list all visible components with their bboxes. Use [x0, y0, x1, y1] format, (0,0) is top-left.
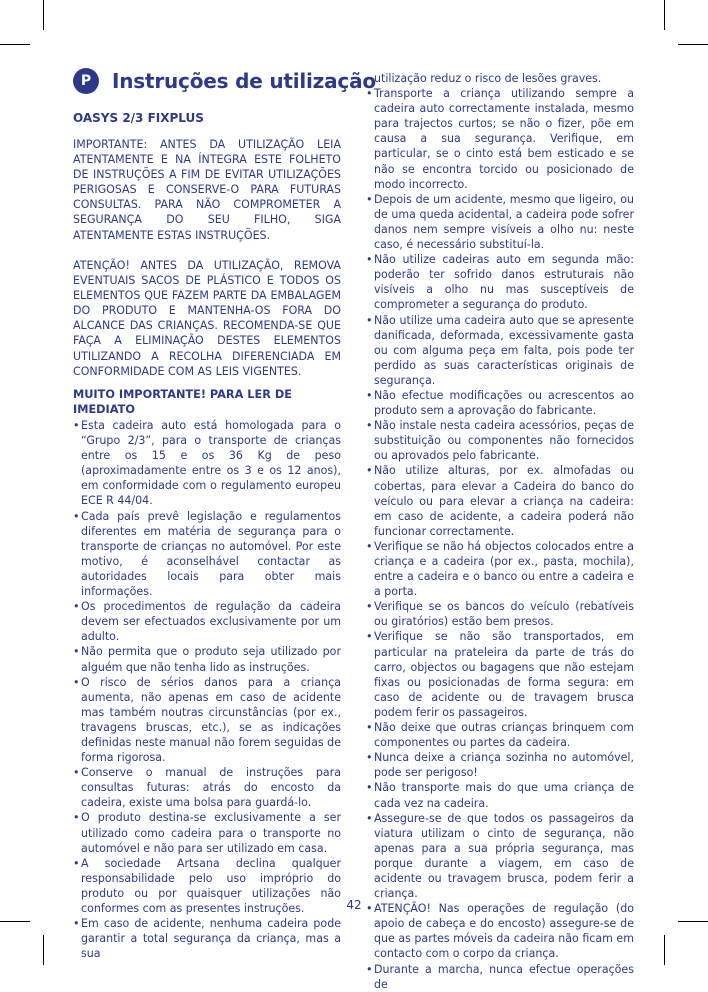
crop-mark: [678, 921, 708, 922]
crop-mark: [664, 935, 665, 965]
list-item: • Verifique se não há objectos colocados entre a criança e a cadeira (por ex., pasta, mochila), entre a cadeira e o banco ou entre a cadeira e a porta.: [366, 539, 634, 599]
list-item: • Cada país prevê legislação e regulamentos diferentes em matéria de segurança para o transporte de crianças no automóvel. Por este motivo, é aconselhável contactar as autoridades locais para obter mais informações.: [73, 509, 341, 600]
list-item: • Depois de um acidente, mesmo que ligeiro, ou de uma queda acidental, a cadeira pode sofrer danos nem sempre visíveis a olho nu: neste caso, é necessário substituí-la.: [366, 192, 634, 252]
list-item: • O risco de sérios danos para a criança aumenta, não apenas em caso de acidente mas também noutras circunstâncias (por ex., travagens bruscas, etc.), se as indicações definidas neste manual não forem seguidas de forma rigorosa.: [73, 675, 341, 766]
list-item: • Nunca deixe a criança sozinha no automóvel, pode ser perigoso!: [366, 750, 634, 780]
model-name: OASYS 2/3 FIXPLUS: [73, 111, 204, 125]
list-item: • Assegure-se de que todos os passageiros da viatura utilizam o cinto de segurança, não apenas para a sua própria segurança, mas porque durante a viagem, em caso de acidente ou travagem brusca, podem ferir a criança.: [366, 811, 634, 902]
list-item: • A sociedade Artsana declina qualquer responsabilidade pelo uso impróprio do produto ou por quaisquer utilizações não conformes com as presentes instruções.: [73, 856, 341, 916]
crop-mark: [0, 44, 30, 45]
section-header: [73, 66, 376, 96]
list-item: • Verifique se não são transportados, em particular na prateleira da parte de trás do carro, objectos ou bagagens que não estejam fixas ou posicionadas de forma segura: em caso de acidente ou de travagem brusca podem ferir os passageiros.: [366, 629, 634, 720]
list-item: • Transporte a criança utilizando sempre a cadeira auto correctamente instalada, mesmo para trajectos curtos; se não o fizer, põe em causa a sua segurança. Verifique, em particular, se o cinto está bem esticado e se não se encontra torcido ou posicionado de modo incorrecto.: [366, 86, 634, 192]
list-item: • Verifique se os bancos do veículo (rebatíveis ou giratórios) estão bem presos.: [366, 599, 634, 629]
list-item: • Durante a marcha, nunca efectue operações de: [366, 962, 634, 992]
list-item: • Não transporte mais do que uma criança de cada vez na cadeira.: [366, 780, 634, 810]
right-bullet-list: [366, 86, 634, 992]
important-paragraph: IMPORTANTE: ANTES DA UTILIZAÇÃO LEIA ATENTAMENTE E NA ÍNTEGRA ESTE FOLHETO DE INSTRUÇÕES A FIM DE EVITAR UTILIZAÇÕES PERIGOSAS E CONSERVE-O PARA FUTURAS CONSULTAS. PARA NÃO COMPROMETER A SEGURANÇA DO SEU FILHO, SIGA ATENTAMENTE ESTAS INSTRUÇÕES.: [73, 138, 341, 242]
crop-mark: [43, 0, 44, 30]
warning-paragraph: ATENÇÃO! ANTES DA UTILIZAÇÃO, REMOVA EVENTUAIS SACOS DE PLÁSTICO E TODOS OS ELEMENTOS QUE FAZEM PARTE DA EMBALAGEM DO PRODUTO E MANTENHA-OS FORA DO ALCANCE DAS CRIANÇAS. RECOMENDA-SE QUE FAÇA A ELIMINAÇÃO DESTES ELEMENTOS UTILIZANDO A RECOLHA DIFERENCIADA EM CONFORMIDADE COM AS LEIS VIGENTES.: [73, 259, 341, 378]
list-item: • Conserve o manual de instruções para consultas futuras: atrás do encosto da cadeira, existe uma bolsa para guardá-lo.: [73, 765, 341, 810]
subheading: MUITO IMPORTANTE! PARA LER DE IMEDIATO: [73, 388, 292, 417]
list-item: • ATENÇÃO! Nas operações de regulação (do apoio de cabeça e do encosto) assegure-se de que as partes móveis da cadeira não ficam em contacto com o corpo da criança.: [366, 901, 634, 961]
list-item: • Não deixe que outras crianças brinquem com componentes ou partes da cadeira.: [366, 720, 634, 750]
crop-mark: [664, 0, 665, 30]
list-item: • Não efectue modificações ou acrescentos ao produto sem a aprovação do fabricante.: [366, 388, 634, 418]
left-column: [73, 418, 341, 961]
list-item: • Esta cadeira auto está homologada para o “Grupo 2/3”, para o transporte de crianças entre os 15 e os 36 Kg de peso (aproximadamente entre os 3 e os 12 anos), em conformidade com o regulamento europeu ECE R 44/04.: [73, 418, 341, 509]
left-bullet-list: [73, 418, 341, 961]
right-column: [366, 71, 634, 992]
page-number: 42: [346, 898, 362, 912]
list-item: • Em caso de acidente, nenhuma cadeira pode garantir a total segurança da criança, mas a sua: [73, 916, 341, 961]
crop-mark: [678, 44, 708, 45]
list-item: • Os procedimentos de regulação da cadeira devem ser efectuados exclusivamente por um adulto.: [73, 599, 341, 644]
list-item: • Não instale nesta cadeira acessórios, peças de substituição ou componentes não fornecidos ou aprovados pelo fabricante.: [366, 418, 634, 463]
crop-mark: [0, 921, 30, 922]
page-title: Instruções de utilização: [112, 69, 376, 93]
list-item: • Não utilize cadeiras auto em segunda mão: poderão ter sofrido danos estruturais não visíveis a olho nu mas susceptíveis de comprometer a segurança do produto.: [366, 252, 634, 312]
language-badge: P: [73, 68, 99, 94]
crop-mark: [43, 935, 44, 965]
list-item: • Não permita que o produto seja utilizado por alguém que não tenha lido as instruções.: [73, 644, 341, 674]
list-item: • Não utilize alturas, por ex. almofadas ou cobertas, para elevar a Cadeira do banco do veículo ou para elevar a criança na cadeira: em caso de acidente, a cadeira poderá não funcionar correctamente.: [366, 463, 634, 538]
list-item: • O produto destina-se exclusivamente a ser utilizado como cadeira para o transporte no automóvel e não para ser utilizado em casa.: [73, 810, 341, 855]
list-item: • Não utilize uma cadeira auto que se apresente danificada, deformada, excessivamente gasta ou com alguma peça em falta, pois pode ter perdido as suas características originais de segurança.: [366, 313, 634, 388]
continued-text: utilização reduz o risco de lesões graves.: [374, 72, 602, 85]
